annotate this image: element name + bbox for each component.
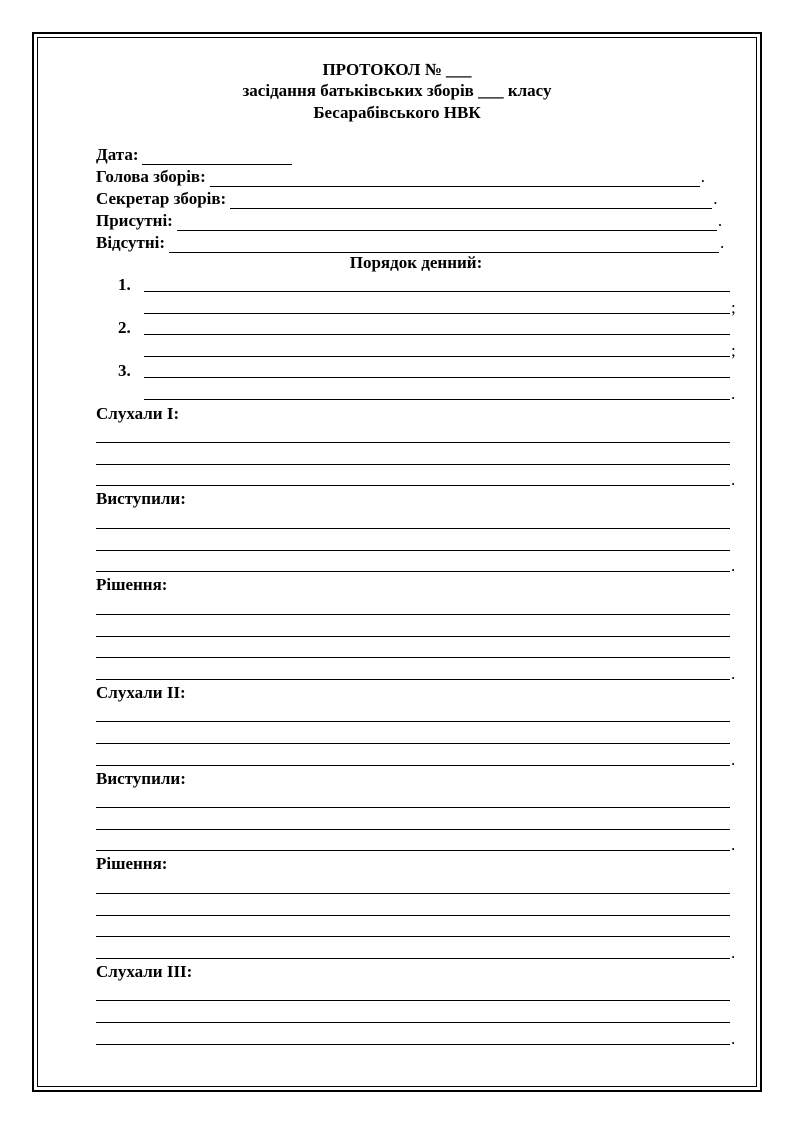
heard-2-title: Слухали ІІ: xyxy=(96,683,186,702)
agenda-item-1-end: ; xyxy=(731,298,736,317)
secretary-field xyxy=(96,189,717,209)
decision-2-title: Рішення: xyxy=(96,854,168,873)
secretary-blank[interactable] xyxy=(230,194,712,209)
agenda-item-2-line-2[interactable] xyxy=(144,356,730,357)
decision-2-line-2[interactable] xyxy=(96,915,730,916)
heard-1-line-2[interactable] xyxy=(96,464,730,465)
decision-1-line-3[interactable] xyxy=(96,657,730,658)
agenda-item-3-number: 3. xyxy=(118,361,131,380)
present-label: Присутні: xyxy=(96,211,173,230)
heard-2-line-3[interactable] xyxy=(96,765,730,766)
school-name: Бесарабівського НВК xyxy=(313,103,481,122)
absent-label: Відсутні: xyxy=(96,233,166,252)
heard-1-title: Слухали І: xyxy=(96,404,180,423)
date-blank[interactable] xyxy=(142,150,292,165)
heard-1-line-3[interactable] xyxy=(96,485,730,486)
agenda-title: Порядок денний: xyxy=(349,253,483,272)
heard-3-line-2[interactable] xyxy=(96,1022,730,1023)
heard-1-end: . xyxy=(731,470,736,489)
heard-2-line-1[interactable] xyxy=(96,721,730,722)
spoke-2-line-2[interactable] xyxy=(96,829,730,830)
agenda-item-3-end: . xyxy=(731,384,736,403)
protocol-title: ПРОТОКОЛ № ___ xyxy=(322,60,472,79)
decision-2-line-1[interactable] xyxy=(96,893,730,894)
heard-3-line-1[interactable] xyxy=(96,1000,730,1001)
secretary-label: Секретар зборів: xyxy=(96,189,227,208)
heard-3-title: Слухали ІІІ: xyxy=(96,962,193,981)
heard-2-line-2[interactable] xyxy=(96,743,730,744)
spoke-1-title: Виступили: xyxy=(96,489,186,508)
heard-2-end: . xyxy=(731,750,736,769)
agenda-item-1-line-1[interactable] xyxy=(144,291,730,292)
agenda-item-2-line-1[interactable] xyxy=(144,334,730,335)
present-blank[interactable] xyxy=(177,216,717,231)
spoke-2-title: Виступили: xyxy=(96,769,186,788)
chair-period: . xyxy=(700,167,706,186)
spoke-1-line-3[interactable] xyxy=(96,571,730,572)
spoke-1-end: . xyxy=(731,556,736,575)
agenda-item-2-number: 2. xyxy=(118,318,131,337)
date-field xyxy=(96,145,292,165)
agenda-item-2-end: ; xyxy=(731,341,736,360)
secretary-period: . xyxy=(713,189,718,208)
chair-label: Голова зборів: xyxy=(96,167,206,186)
chair-field xyxy=(96,167,705,187)
meeting-subtitle: засідання батьківських зборів ___ класу xyxy=(242,81,552,100)
absent-field xyxy=(96,233,724,253)
decision-1-end: . xyxy=(731,664,736,683)
spoke-2-line-1[interactable] xyxy=(96,807,730,808)
decision-2-line-3[interactable] xyxy=(96,936,730,937)
spoke-2-end: . xyxy=(731,835,736,854)
agenda-item-3-line-1[interactable] xyxy=(144,377,730,378)
heard-3-end: . xyxy=(731,1029,736,1048)
agenda-item-1-line-2[interactable] xyxy=(144,313,730,314)
present-field xyxy=(96,211,722,231)
agenda-item-3-line-2[interactable] xyxy=(144,399,730,400)
spoke-2-line-3[interactable] xyxy=(96,850,730,851)
heard-1-line-1[interactable] xyxy=(96,442,730,443)
decision-2-end: . xyxy=(731,943,736,962)
decision-1-line-1[interactable] xyxy=(96,614,730,615)
spoke-1-line-2[interactable] xyxy=(96,550,730,551)
date-label: Дата: xyxy=(96,145,139,164)
heard-3-line-3[interactable] xyxy=(96,1044,730,1045)
decision-1-title: Рішення: xyxy=(96,575,168,594)
decision-1-line-4[interactable] xyxy=(96,679,730,680)
chair-blank[interactable] xyxy=(210,172,700,187)
agenda-item-1-number: 1. xyxy=(118,275,131,294)
absent-blank[interactable] xyxy=(169,238,719,253)
decision-2-line-4[interactable] xyxy=(96,958,730,959)
present-period: . xyxy=(717,211,723,230)
decision-1-line-2[interactable] xyxy=(96,636,730,637)
spoke-1-line-1[interactable] xyxy=(96,528,730,529)
absent-period: . xyxy=(720,233,725,252)
